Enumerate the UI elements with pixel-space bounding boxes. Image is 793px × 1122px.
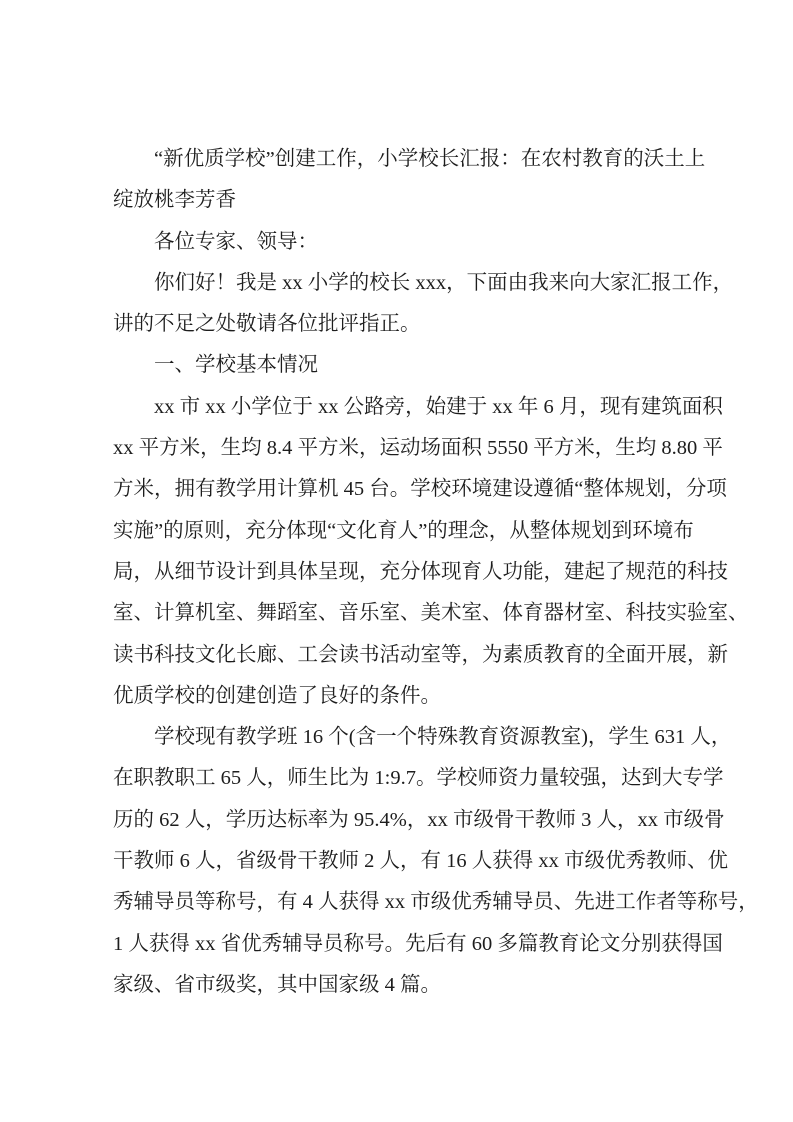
text-line: 室、计算机室、舞蹈室、音乐室、美术室、体育器材室、科技实验室、: [113, 602, 749, 625]
text-line: 历的 62 人，学历达标率为 95.4%，xx 市级骨干教师 3 人，xx 市级骨: [113, 808, 725, 831]
text-line: 实施”的原则，充分体现“文化育人”的理念，从整体规划到环境布: [113, 519, 694, 542]
text-line: 家级、省市级奖，其中国家级 4 篇。: [113, 973, 441, 996]
text-line: xx 市 xx 小学位于 xx 公路旁，始建于 xx 年 6 月，现有建筑面积: [154, 395, 723, 418]
text-line: 1 人获得 xx 省优秀辅导员称号。先后有 60 多篇教育论文分别获得国: [113, 932, 723, 955]
text-line: 在职教职工 65 人，师生比为 1:9.7。学校师资力量较强，达到大专学: [113, 767, 724, 790]
text-line: 讲的不足之处敬请各位批评指正。: [113, 313, 421, 336]
text-line: 读书科技文化长廊、工会读书活动室等，为素质教育的全面开展，新: [113, 643, 728, 666]
document-title-line: “新优质学校”创建工作，小学校长汇报：在农村教育的沃土上: [154, 148, 706, 170]
text-line: 学校现有教学班 16 个(含一个特殊教育资源教室)，学生 631 人，: [154, 726, 732, 749]
text-line: 各位专家、领导：: [154, 230, 318, 253]
document-text: [113, 139, 759, 1006]
text-line: 秀辅导员等称号，有 4 人获得 xx 市级优秀辅导员、先进工作者等称号，: [113, 891, 759, 914]
text-line: 你们好！我是 xx 小学的校长 xxx，下面由我来向大家汇报工作，: [154, 271, 734, 294]
text-line: xx 平方米，生均 8.4 平方米，运动场面积 5550 平方米，生均 8.80 平: [113, 437, 723, 460]
text-line: 干教师 6 人，省级骨干教师 2 人，有 16 人获得 xx 市级优秀教师、优: [113, 850, 728, 873]
document-title-line: 绽放桃李芳香: [113, 189, 236, 212]
section-heading-line: 一、学校基本情况: [154, 354, 318, 377]
text-line: 优质学校的创建创造了良好的条件。: [113, 684, 441, 707]
text-line: 方米，拥有教学用计算机 45 台。学校环境建设遵循“整体规划，分项: [113, 478, 727, 501]
text-line: 局，从细节设计到具体呈现，充分体现育人功能，建起了规范的科技: [113, 560, 728, 583]
